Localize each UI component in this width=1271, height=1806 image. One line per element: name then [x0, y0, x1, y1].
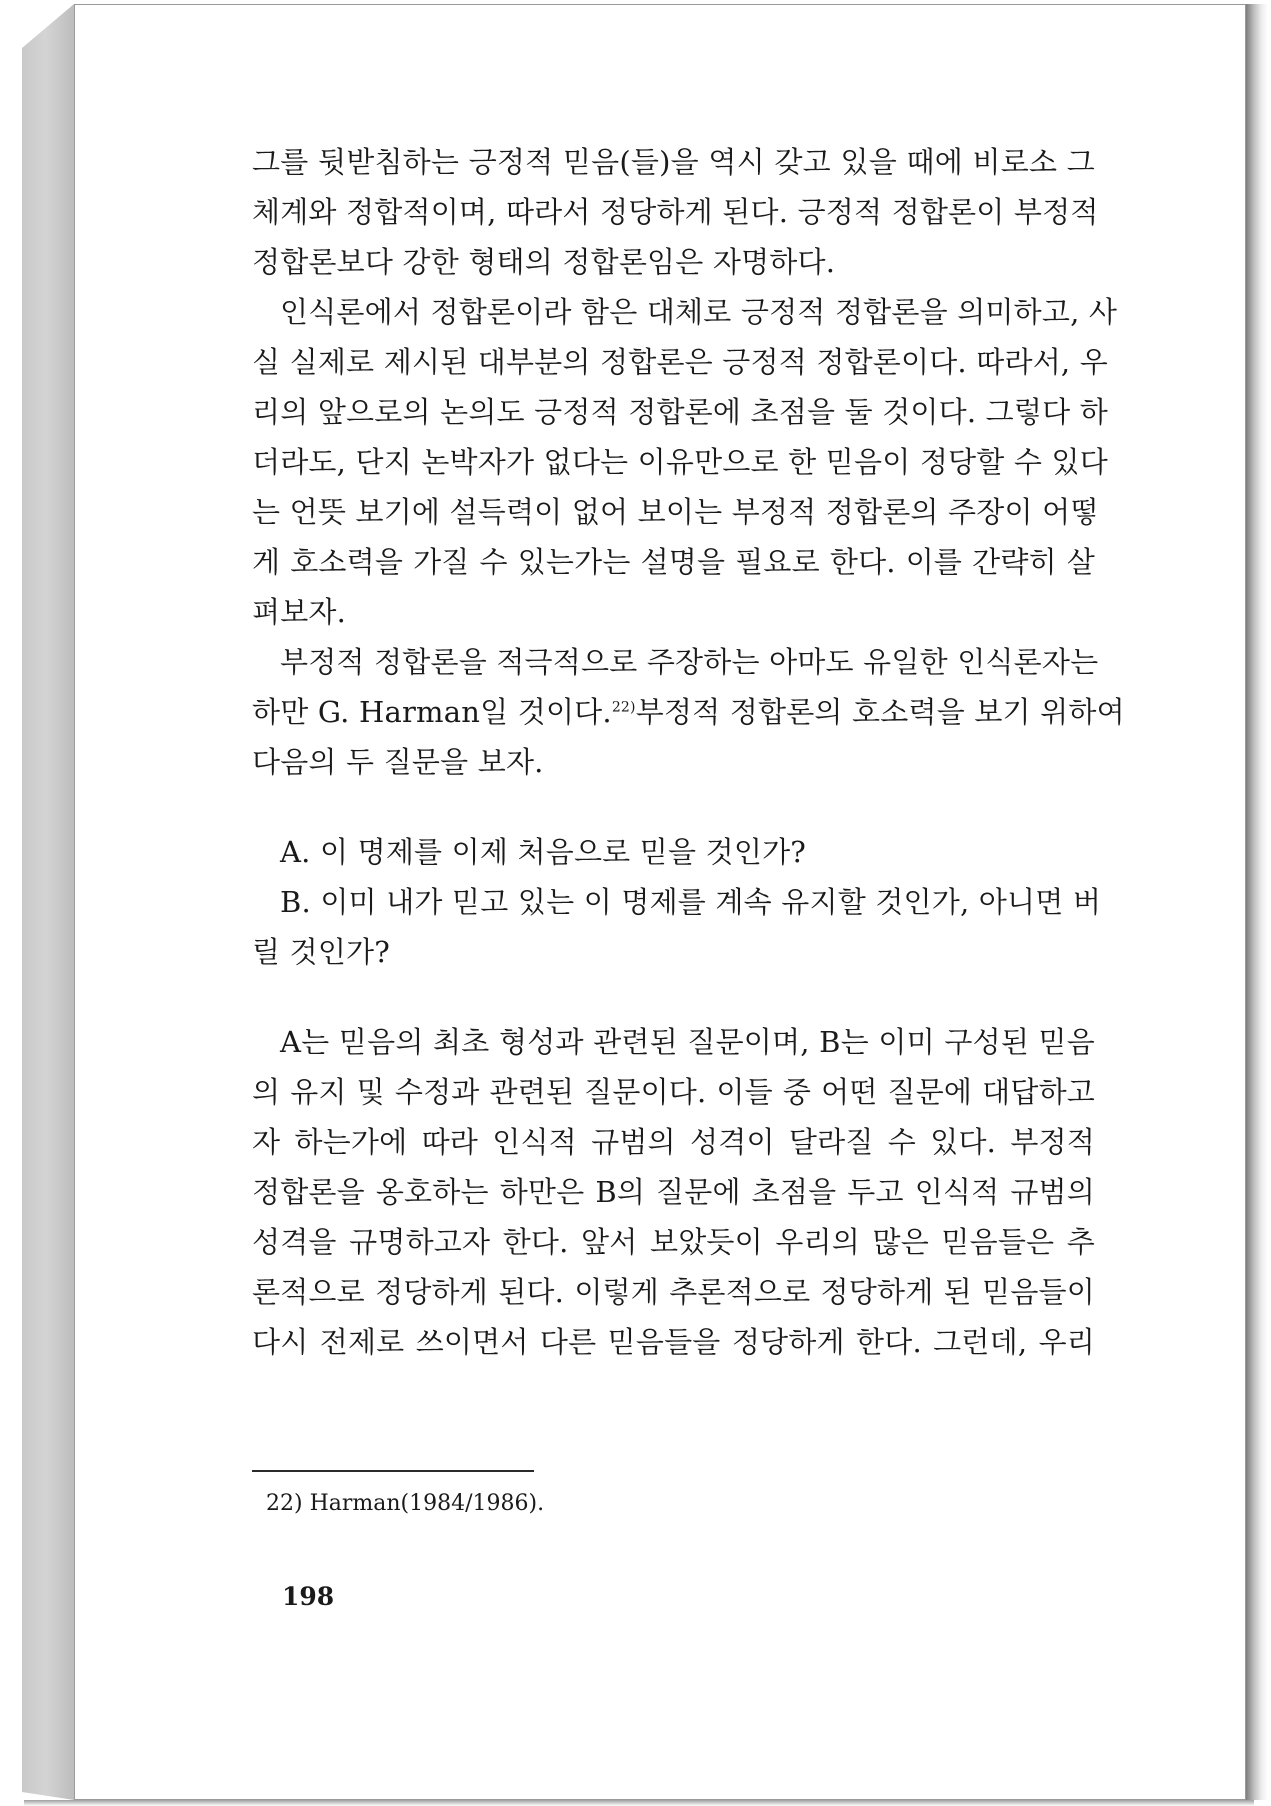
body-text-line: 펴보자.	[252, 595, 347, 629]
body-text-line: 리의 앞으로의 논의도 긍정적 정합론에 초점을 둘 것이다. 그렇다 하	[252, 395, 1108, 429]
body-text-line: 정합론을 옹호하는 하만은 B의 질문에 초점을 두고 인식적 규범의	[252, 1175, 1095, 1209]
body-text-line: 부정적 정합론을 적극적으로 주장하는 아마도 유일한 인식론자는	[280, 645, 1099, 679]
page-bottom-shadow	[24, 1800, 1254, 1806]
body-text-line: 체계와 정합적이며, 따라서 정당하게 된다. 긍정적 정합론이 부정적	[252, 195, 1099, 229]
body-text-line: 그를 뒷받침하는 긍정적 믿음(들)을 역시 갖고 있을 때에 비로소 그	[252, 145, 1095, 179]
body-text-line: 실 실제로 제시된 대부분의 정합론은 긍정적 정합론이다. 따라서, 우	[252, 345, 1108, 379]
page-edge-shadow	[1246, 4, 1268, 1800]
footnote: 22) Harman(1984/1986).	[266, 1491, 545, 1516]
book-spine	[22, 4, 74, 1800]
body-text-line: 의 유지 및 수정과 관련된 질문이다. 이들 중 어떤 질문에 대답하고	[252, 1075, 1095, 1109]
body-text-fragment	[252, 694, 636, 730]
question-b: B. 이미 내가 믿고 있는 이 명제를 계속 유지할 것인가, 아니면 버	[280, 885, 1102, 919]
body-text-line: 정합론보다 강한 형태의 정합론임은 자명하다.	[252, 245, 836, 279]
body-text-line: 성격을 규명하고자 한다. 앞서 보았듯이 우리의 많은 믿음들은 추	[252, 1225, 1095, 1259]
body-text-line: 는 언뜻 보기에 설득력이 없어 보이는 부정적 정합론의 주장이 어떻	[252, 495, 1099, 529]
body-text-line: 게 호소력을 가질 수 있는가는 설명을 필요로 한다. 이를 간략히 살	[252, 545, 1095, 579]
body-text-line: 론적으로 정당하게 된다. 이렇게 추론적으로 정당하게 된 믿음들이	[252, 1275, 1095, 1309]
harman-name-text: 하만 G. Harman일 것이다.	[252, 695, 612, 729]
footnote-divider	[252, 1470, 534, 1472]
body-text-line-with-footnote	[252, 694, 1125, 730]
body-text-line: 다시 전제로 쓰이면서 다른 믿음들을 정당하게 한다. 그런데, 우리	[252, 1325, 1095, 1359]
question-b-continued: 릴 것인가?	[252, 935, 391, 969]
body-text-line: 인식론에서 정합론이라 함은 대체로 긍정적 정합론을 의미하고, 사	[280, 295, 1118, 329]
body-text-line: 자 하는가에 따라 인식적 규범의 성격이 달라질 수 있다. 부정적	[252, 1125, 1095, 1159]
footnote-reference: 22)	[611, 699, 636, 716]
page-number: 198	[282, 1582, 335, 1611]
body-text-line: 다음의 두 질문을 보자.	[252, 745, 544, 779]
question-a: A. 이 명제를 이제 처음으로 믿을 것인가?	[280, 835, 807, 869]
body-text-fragment: 부정적 정합론의 호소력을 보기 위하여	[635, 695, 1125, 729]
body-text-line: A는 믿음의 최초 형성과 관련된 질문이며, B는 이미 구성된 믿음	[280, 1025, 1095, 1059]
body-text-line: 더라도, 단지 논박자가 없다는 이유만으로 한 믿음이 정당할 수 있다	[252, 445, 1108, 479]
